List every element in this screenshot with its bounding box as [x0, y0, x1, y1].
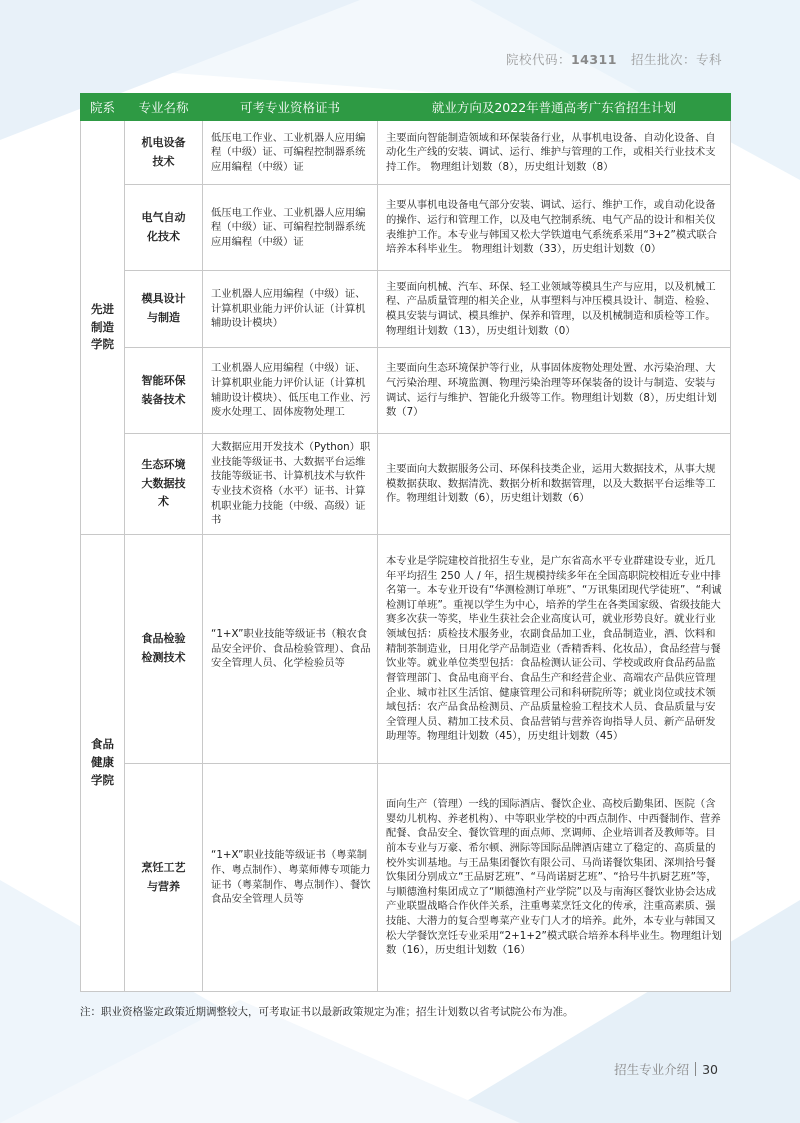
- majors-table: [80, 93, 731, 992]
- certificate-cell: 低压电工作业、工业机器人应用编程（中级）证、可编程控制器系统应用编程（中级）证: [203, 121, 378, 185]
- description-cell: 主要面向智能制造领域和环保装备行业，从事机电设备、自动化设备、自动化生产线的安装、调试、运行、维护与管理的工作，或相关行业技术支持工作。 物理组计划数（8），历史组计划数（8）: [378, 121, 731, 185]
- certificate-cell: “1+X”职业技能等级证书（粮农食品安全评价、食品检验管理）、食品安全管理人员、化学检验员等: [203, 535, 378, 764]
- footer-divider: [695, 1062, 696, 1076]
- footer-section-title: 招生专业介绍: [614, 1062, 690, 1077]
- department-cell: 食品 健康 学院: [81, 535, 125, 992]
- certificate-cell: 大数据应用开发技术（Python）职业技能等级证书、大数据平台运维技能等级证书、计算机技术与软件专业技术资格（水平）证书、计算机职业能力技能（中级、高级）证书: [203, 434, 378, 535]
- major-name: 生态环境 大数据技 术: [125, 434, 203, 535]
- page-number: 30: [702, 1062, 718, 1077]
- table-row: [81, 764, 731, 992]
- header-employment-plan: 就业方向及2022年普通高考广东省招生计划: [378, 94, 731, 121]
- description-cell: 主要从事机电设备电气部分安装、调试、运行、维护工作，或自动化设备的操作、运行和管理工作，以及电气控制系统、电气产品的设计和相关仪表维护工作。本专业与韩国又松大学铁道电气系统系采用“3+2”模式联合培养本科毕业生。 物理组计划数（33），历史组计划数（0）: [378, 185, 731, 271]
- major-name: 烹饪工艺 与营养: [125, 764, 203, 992]
- description-cell: 本专业是学院建校首批招生专业，是广东省高水平专业群建设专业，近几年平均招生 250 人 / 年，招生规模持续多年在全国高职院校相近专业中排名第一。本专业开设有“华测检测订单班”、“万讯集团现代学徒班”、“利诚检测订单班”。重视以学生为中心，培养的学生在各类国家级、省级技能大赛多次获一等奖，毕业生获社会企业高度认可，就业形势良好。就业行业领域包括：质检技术服务业，农副食品加工业，食品制造业，酒、饮料和精制茶制造业，日用化学产品制造业（香精香料、化妆品），食品经营与餐饮业等。就业单位类型包括：食品检测认证公司、学校或政府食品药品监督管理部门、食品电商平台、食品生产和经营企业、高端农产品供应管理企业、城市社区生活馆、健康管理公司和科研院所等；就业岗位或技术领域包括：农产品食品检测员、产品质量检验工程技术人员、食品质量与安全管理人员、精加工技术员、食品营销与营养咨询指导人员、新产品研发助理等。物理组计划数（45），历史组计划数（45）: [378, 535, 731, 764]
- school-code-value: 14311: [570, 52, 617, 67]
- batch-label: 招生批次：: [630, 52, 696, 67]
- batch-value: 专科: [695, 52, 722, 67]
- footnote: 注：职业资格鉴定政策近期调整较大，可考取证书以最新政策规定为准；招生计划数以省考试院公布为准。: [80, 1006, 574, 1018]
- certificate-cell: 工业机器人应用编程（中级）证、计算机职业能力评价认证（计算机辅助设计模块）: [203, 271, 378, 348]
- major-name: 智能环保 装备技术: [125, 348, 203, 434]
- major-name: 食品检验 检测技术: [125, 535, 203, 764]
- major-name: 机电设备 技术: [125, 121, 203, 185]
- page-header: [506, 50, 722, 68]
- description-cell: 面向生产（管理）一线的国际酒店、餐饮企业、高校后勤集团、医院（含婴幼儿机构、养老机构）、中等职业学校的中西点制作、中西餐制作、营养配餐、食品安全、餐饮管理的面点师、烹调师、企业培训者及教师等。目前本专业与万豪、希尔顿、洲际等国际品牌酒店建立了稳定的、高质量的校外实训基地。与王品集团餐饮有限公司、马尚诺餐饮集团、深圳拾号餐饮集团分别成立“王品厨艺班”、“马尚诺厨艺班”、“拾号牛扒厨艺班”等，与顺德渔村集团成立了“顺德渔村产业学院”以及与南海区餐饮业协会达成产业联盟战略合作伙伴关系，注重粤菜烹饪文化的传承，注重高素质、强技能、大潜力的复合型粤菜产业专门人才的培养。此外，本专业与韩国又松大学餐饮烹饪专业采用“2+1+2”模式联合培养本科毕业生。物理组计划数（16），历史组计划数（16）: [378, 764, 731, 992]
- header-major: 专业名称: [125, 94, 203, 121]
- certificate-cell: 工业机器人应用编程（中级）证、计算机职业能力评价认证（计算机辅助设计模块）、低压电工作业、污废水处理工、固体废物处理工: [203, 348, 378, 434]
- school-code-label: 院校代码：: [505, 52, 571, 67]
- description-cell: 主要面向生态环境保护等行业，从事固体废物处理处置、水污染治理、大气污染治理、环境监测、物理污染治理等环保装备的设计与制造、安装与调试、运行与维护、智能化升级等工作。物理组计划数（8），历史组计划数（7）: [378, 348, 731, 434]
- certificate-cell: “1+X”职业技能等级证书（粤菜制作、粤点制作）、粤菜师傅专项能力证书（粤菜制作、粤点制作）、餐饮食品安全管理人员等: [203, 764, 378, 992]
- table-row: [81, 271, 731, 348]
- table-row: [81, 185, 731, 271]
- table-header-row: [81, 94, 731, 121]
- header-certificates: 可考专业资格证书: [203, 94, 378, 121]
- table-row: [81, 535, 731, 764]
- table-row: [81, 348, 731, 434]
- majors-table-container: [80, 93, 730, 992]
- description-cell: 主要面向大数据服务公司、环保科技类企业，运用大数据技术，从事大规模数据获取、数据清洗、数据分析和数据管理，以及大数据平台运维等工作。物理组计划数（6），历史组计划数（6）: [378, 434, 731, 535]
- certificate-cell: 低压电工作业、工业机器人应用编程（中级）证、可编程控制器系统应用编程（中级）证: [203, 185, 378, 271]
- table-row: [81, 121, 731, 185]
- table-row: [81, 434, 731, 535]
- department-cell: 先进 制造 学院: [81, 121, 125, 535]
- page-footer: [614, 1060, 718, 1078]
- major-name: 模具设计 与制造: [125, 271, 203, 348]
- major-name: 电气自动 化技术: [125, 185, 203, 271]
- header-department: 院系: [81, 94, 125, 121]
- description-cell: 主要面向机械、汽车、环保、轻工业领域等模具生产与应用，以及机械工程、产品质量管理的相关企业，从事塑料与冲压模具设计、制造、检验、模具安装与调试、模具维护、保养和管理，以及机械制造和质检等工作。物理组计划数（13），历史组计划数（0）: [378, 271, 731, 348]
